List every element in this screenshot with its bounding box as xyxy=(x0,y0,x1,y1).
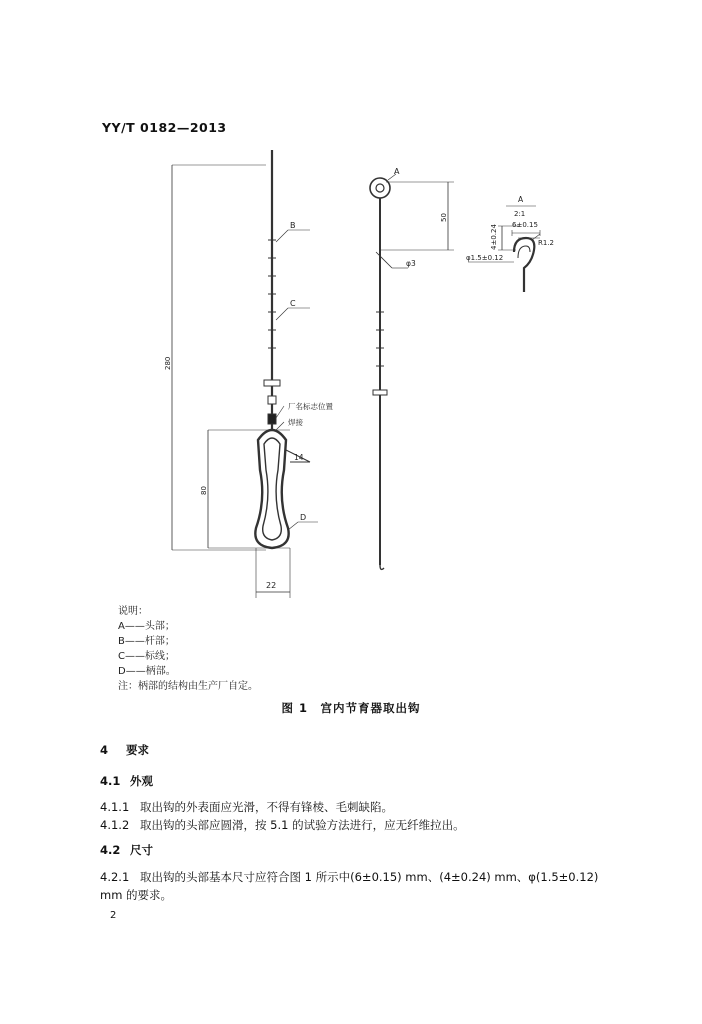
dim-22: 22 xyxy=(266,581,277,590)
legend-item-d: D——柄部。 xyxy=(118,666,176,677)
section-number: 4.1 xyxy=(100,774,121,788)
figure-note: 注：柄部的结构由生产厂自定。 xyxy=(118,681,258,692)
section-number: 4.2 xyxy=(100,843,121,857)
clause-text: 取出钩的头部基本尺寸应符合图 1 所示中(6±0.15) mm、(4±0.24) mm、φ(1.5±0.12) mm 的要求。 xyxy=(100,870,599,902)
left-view-labels xyxy=(164,221,333,590)
dim-14: 14 xyxy=(294,453,304,462)
section-title: 外观 xyxy=(130,774,153,788)
legend-item-a: A——头部； xyxy=(118,621,175,632)
left-view xyxy=(172,150,318,598)
detail-radius-dim: R1.2 xyxy=(538,239,554,247)
page-number: 2 xyxy=(110,910,117,921)
figure-caption: 图 1 宫内节育器取出钩 xyxy=(281,701,421,715)
section-4-1-heading xyxy=(100,773,153,789)
clause-text: 取出钩的外表面应光滑，不得有锋棱、毛刺缺陷。 xyxy=(140,800,393,814)
clause-text: 取出钩的头部应圆滑，按 5.1 的试验方法进行，应无纤维拉出。 xyxy=(140,818,465,832)
detail-width-dim: 6±0.15 xyxy=(512,221,538,229)
dim-50: 50 xyxy=(440,213,448,222)
detail-wire-dim: φ1.5±0.12 xyxy=(466,254,504,262)
dim-280: 280 xyxy=(164,356,172,370)
legend-item-b: B——杆部； xyxy=(118,636,175,647)
paragraph-4-1-2 xyxy=(100,816,620,834)
label-d: D xyxy=(300,513,307,522)
label-c: C xyxy=(290,299,296,308)
maker-mark-label: 厂名标志位置 xyxy=(288,402,333,411)
section-4-heading xyxy=(100,742,149,758)
clause-number: 4.2.1 xyxy=(100,870,130,884)
detail-a-labels xyxy=(466,195,554,262)
detail-a-view xyxy=(468,206,540,292)
section-title: 尺寸 xyxy=(130,843,153,857)
middle-view xyxy=(370,174,454,569)
detail-scale: 2:1 xyxy=(514,210,526,218)
legend-title: 说明： xyxy=(118,606,148,617)
paragraph-4-1-1 xyxy=(100,798,620,816)
standard-code: YY/T 0182—2013 xyxy=(102,120,227,135)
section-title: 要求 xyxy=(126,743,149,757)
label-b: B xyxy=(290,221,296,230)
clause-number: 4.1.1 xyxy=(100,800,130,814)
paragraph-4-2-1 xyxy=(100,868,620,904)
legend-item-c: C——标线； xyxy=(118,651,175,662)
detail-title: A xyxy=(518,195,524,204)
detail-height-dim: 4±0.24 xyxy=(490,224,498,250)
dim-phi3: φ3 xyxy=(406,259,416,268)
clause-number: 4.1.2 xyxy=(100,818,130,832)
section-number: 4 xyxy=(100,743,109,757)
dim-80: 80 xyxy=(200,486,208,495)
weld-label: 焊接 xyxy=(288,418,303,427)
label-a: A xyxy=(394,167,400,176)
section-4-2-heading xyxy=(100,842,153,858)
